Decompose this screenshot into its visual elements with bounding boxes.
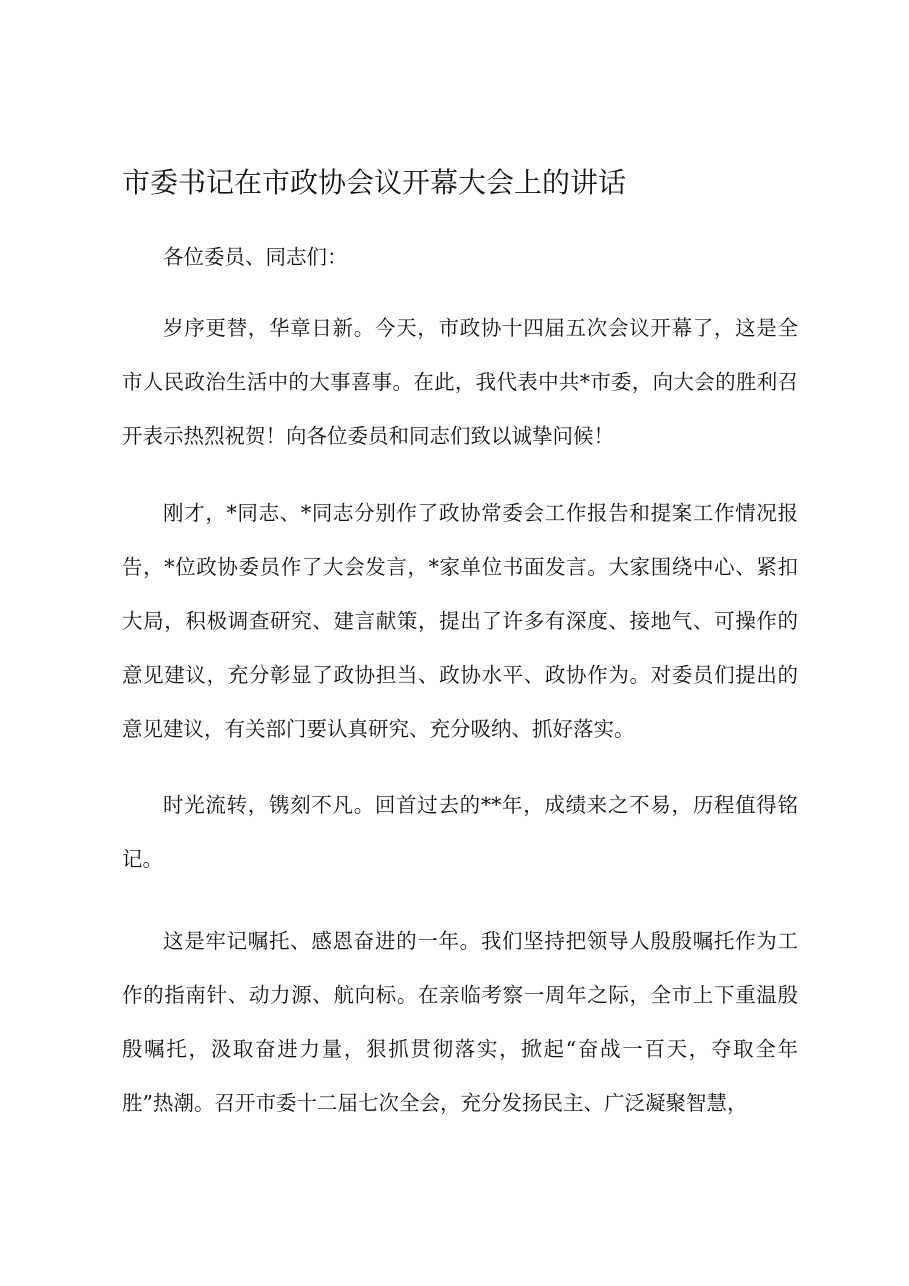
body-paragraph: 刚才，*同志、*同志分别作了政协常委会工作报告和提案工作情况报告，*位政协委员作了大会发言，*家单位书面发言。大家围绕中心、紧扣大局，积极调查研究、建言献策，提出了许多有深度、接地气、可操作的意见建议，充分彰显了政协担当、政协水平、政协作为。对委员们提出的意见建议，有关部门要认真研究、充分吸纳、抓好落实。 [122, 501, 798, 741]
salutation-paragraph: 各位委员、同志们： [163, 245, 348, 269]
body-paragraph: 时光流转，镌刻不凡。回首过去的**年，成绩来之不易，历程值得铭记。 [122, 793, 798, 871]
body-paragraph: 岁序更替，华章日新。今天，市政协十四届五次会议开幕了，这是全市人民政治生活中的大事喜事。在此，我代表中共*市委，向大会的胜利召开表示热烈祝贺！向各位委员和同志们致以诚挚问候！ [122, 316, 798, 448]
body-paragraph: 这是牢记嘱托、感恩奋进的一年。我们坚持把领导人殷殷嘱托作为工作的指南针、动力源、航向标。在亲临考察一周年之际，全市上下重温殷殷嘱托，汲取奋进力量，狠抓贯彻落实，掀起“奋战一百天，夺取全年胜”热潮。召开市委十二届七次全会，充分发扬民主、广泛凝聚智慧， [122, 929, 798, 1115]
document-title: 市委书记在市政协会议开幕大会上的讲话 [122, 166, 627, 199]
